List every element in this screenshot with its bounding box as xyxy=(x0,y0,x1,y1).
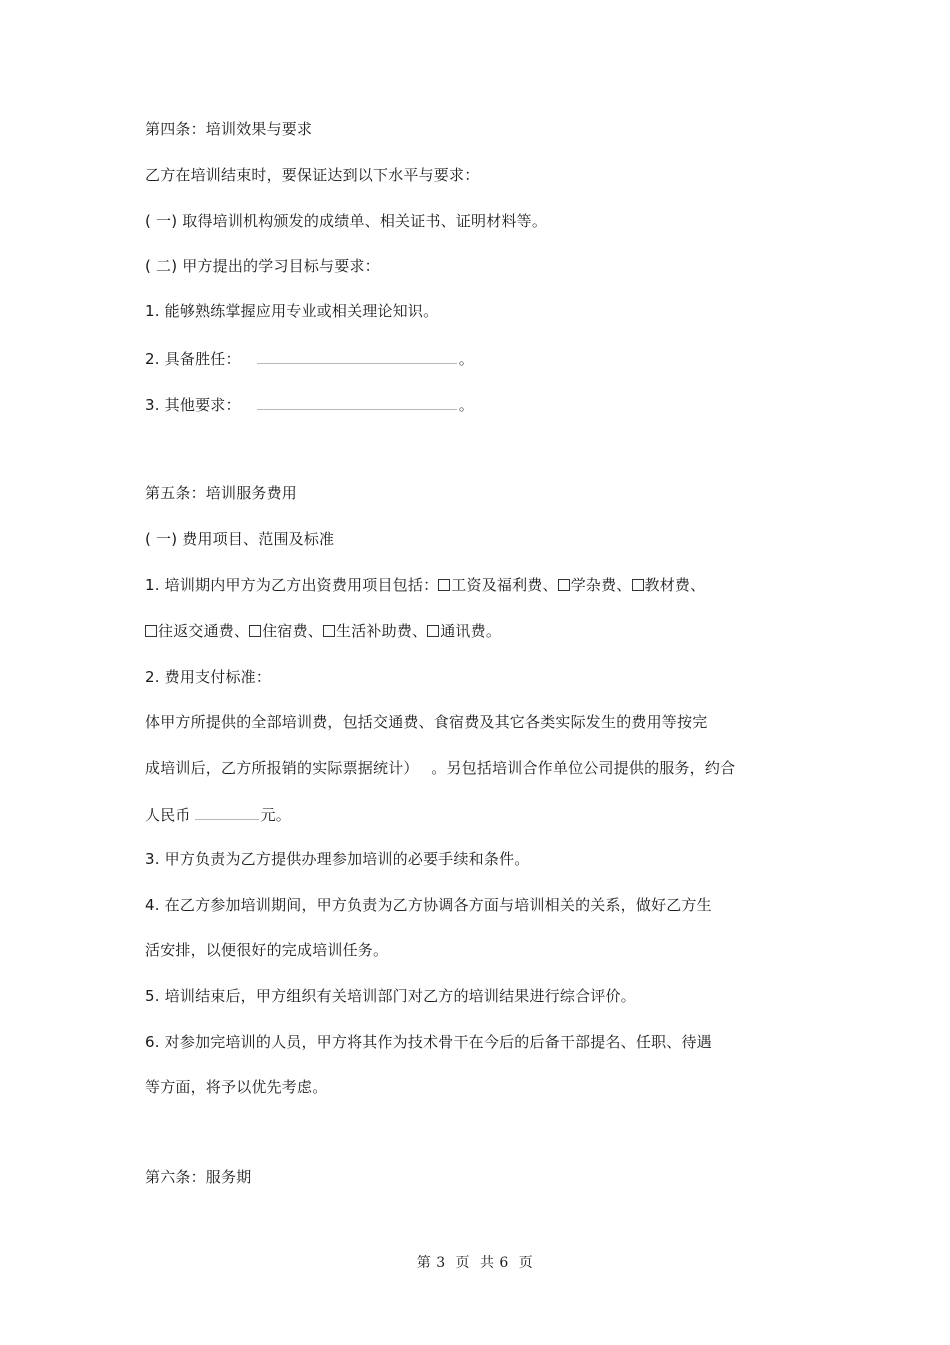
article5-item4-line1: 4. 在乙方参加培训期间，甲方负责为乙方协调各方面与培训相关的关系，做好乙方生 xyxy=(145,896,712,914)
sub2-end: 。 xyxy=(458,350,474,368)
sub3-label: 3. 其他要求： xyxy=(145,396,241,414)
checkbox-icon[interactable] xyxy=(323,625,335,637)
article4-intro: 乙方在培训结束时，要保证达到以下水平与要求： xyxy=(145,166,480,184)
other-requirements-fill-blank[interactable] xyxy=(257,393,457,410)
checkbox-icon[interactable] xyxy=(632,579,644,591)
article4-item2: ( 二) 甲方提出的学习目标与要求： xyxy=(145,257,380,275)
checkbox-icon[interactable] xyxy=(438,579,450,591)
rmb-prefix: 人民币 xyxy=(145,806,191,824)
article5-item1: ( 一) 费用项目、范围及标准 xyxy=(145,530,335,548)
fee-option-label: 工资及福利费、 xyxy=(451,576,558,594)
rmb-amount-fill-blank[interactable] xyxy=(195,803,259,820)
article4-sub2 xyxy=(145,347,474,369)
pay-standard: 2. 费用支付标准： xyxy=(145,668,272,686)
article6-heading: 第六条：服务期 xyxy=(145,1168,252,1186)
article4-item1: ( 一) 取得培训机构颁发的成绩单、相关证书、证明材料等。 xyxy=(145,212,548,230)
fee-items-line2 xyxy=(145,621,501,641)
sub2-label: 2. 具备胜任： xyxy=(145,350,241,368)
rmb-suffix: 元。 xyxy=(260,806,292,824)
page-number: 第 3 页 共 6 页 xyxy=(416,1255,534,1271)
article5-item6-line2: 等方面，将予以优先考虑。 xyxy=(145,1078,328,1096)
fee-items-prefix: 1. 培训期内甲方为乙方出资费用项目包括： xyxy=(145,576,439,594)
fee-option-label: 通讯费。 xyxy=(440,622,502,640)
rmb-amount-line xyxy=(145,803,291,825)
fee-option-label: 教材费、 xyxy=(644,576,706,594)
checkbox-icon[interactable] xyxy=(145,625,157,637)
checkbox-icon[interactable] xyxy=(427,625,439,637)
article5-item4-line2: 活安排，以便很好的完成培训任务。 xyxy=(145,941,389,959)
fee-option-label: 往返交通费、 xyxy=(158,622,250,640)
article4-heading: 第四条：培训效果与要求 xyxy=(145,120,313,138)
fee-option-label: 学杂费、 xyxy=(570,576,632,594)
pay-paragraph-line2: 成培训后，乙方所报销的实际票据统计） 。另包括培训合作单位公司提供的服务，约合 xyxy=(145,759,736,777)
checkbox-icon[interactable] xyxy=(249,625,261,637)
fee-option-label: 住宿费、 xyxy=(262,622,324,640)
pay-paragraph-line1: 体甲方所提供的全部培训费，包括交通费、食宿费及其它各类实际发生的费用等按完 xyxy=(145,713,708,731)
article4-sub1: 1. 能够熟练掌握应用专业或相关理论知识。 xyxy=(145,302,439,320)
page-footer xyxy=(0,1252,950,1272)
article5-item5: 5. 培训结束后，甲方组织有关培训部门对乙方的培训结果进行综合评价。 xyxy=(145,987,636,1005)
article5-heading: 第五条：培训服务费用 xyxy=(145,484,298,502)
checkbox-icon[interactable] xyxy=(558,579,570,591)
article5-item3: 3. 甲方负责为乙方提供办理参加培训的必要手续和条件。 xyxy=(145,850,530,868)
article4-sub3 xyxy=(145,393,474,415)
fee-items-line1 xyxy=(145,575,705,595)
competency-fill-blank[interactable] xyxy=(257,347,457,364)
sub3-end: 。 xyxy=(458,396,474,414)
article5-item6-line1: 6. 对参加完培训的人员，甲方将其作为技术骨干在今后的后备干部提名、任职、待遇 xyxy=(145,1033,712,1051)
fee-option-label: 生活补助费、 xyxy=(336,622,428,640)
